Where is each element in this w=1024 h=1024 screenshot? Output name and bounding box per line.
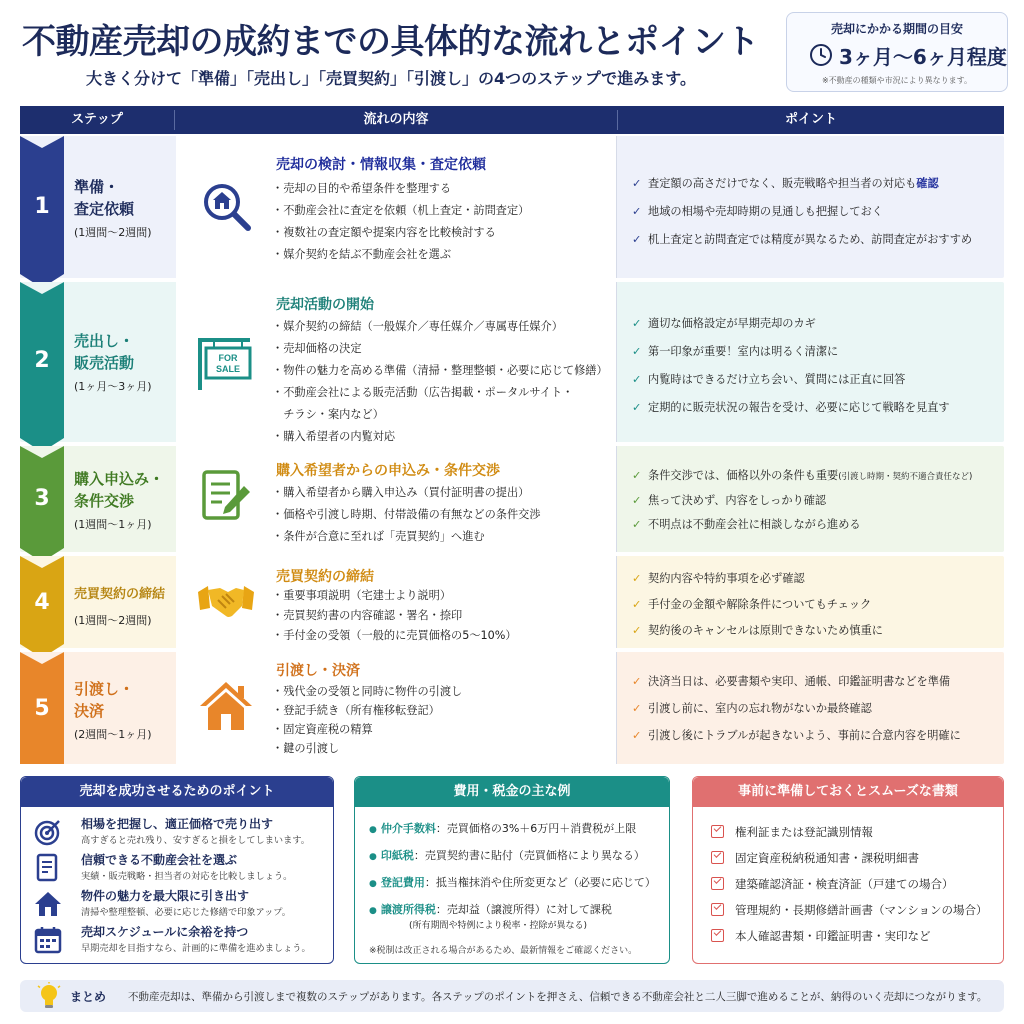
table-header <box>20 106 1004 134</box>
point-item: ✓ 机上査定と訪問査定では精度が異なるため、訪問査定がおすすめ <box>632 226 972 254</box>
step-name: 購入申込み・ 条件交渉 <box>74 470 165 510</box>
cost-item: ● 譲渡所得税：売却益（譲渡所得）に対して課税 <box>369 903 612 916</box>
documents-box <box>692 776 1004 964</box>
calendar-icon <box>33 925 63 955</box>
content-list <box>272 316 608 448</box>
check-icon: ✓ <box>632 177 642 190</box>
content-title: 売却の検討・情報収集・査定依頼 <box>276 157 486 173</box>
check-icon: ✓ <box>632 345 642 358</box>
tip-desc: 早期売却を目指すなら、計画的に準備を進めましょう。 <box>81 943 311 954</box>
content-list <box>272 586 517 646</box>
point-item: ✓ 内覧時はできるだけ立ち会い、質問には正直に回答 <box>632 366 950 394</box>
target-icon <box>33 817 63 847</box>
cost-item: ● 仲介手数料：売買価格の3%＋6万円＋消費税が上限 <box>369 822 637 835</box>
check-icon: ✓ <box>632 702 642 715</box>
checkbox-icon <box>711 929 724 942</box>
step-name: 準備・ 査定依頼 <box>74 178 135 218</box>
step-5 <box>20 652 1004 764</box>
tip-desc: 高すぎると売れ残り、安すぎると損をしてしまいます。 <box>81 835 310 846</box>
list-item: ・ 不動産会社による販売活動（広告掲載・ポータルサイト・ <box>272 382 608 404</box>
point-list <box>632 170 972 254</box>
step-1 <box>20 136 1004 278</box>
check-icon: ✓ <box>632 233 642 246</box>
list-item: ・ 物件の魅力を高める準備（清掃・整理整頓・必要に応じて修繕） <box>272 360 608 382</box>
step-content <box>176 652 616 764</box>
check-icon: ✓ <box>632 469 642 482</box>
check-icon: ✓ <box>632 624 642 637</box>
col-head-point: ポイント <box>784 112 837 127</box>
list-item: ・ 購入希望者から購入申込み（買付証明書の提出） <box>272 482 541 504</box>
point-list <box>632 668 961 749</box>
col-head-step: ステップ <box>71 112 123 127</box>
step-duration: (1週間〜2週間) <box>74 226 152 239</box>
content-title: 売却活動の開始 <box>276 297 374 313</box>
svg-text:SALE: SALE <box>215 364 241 374</box>
point-item: ✓ 条件交渉では、価格以外の条件も重要(引渡し時期・契約不適合責任など) <box>632 464 972 489</box>
page-title: 不動産売却の成約までの具体的な流れとポイント <box>22 22 759 62</box>
point-item: ✓ 第一印象が重要！室内は明るく清潔に <box>632 338 950 366</box>
list-item: チラシ・案内など） <box>283 408 384 421</box>
step-name: 引渡し・ 決済 <box>74 680 135 720</box>
content-title: 売買契約の締結 <box>276 569 374 585</box>
handshake-icon <box>196 570 256 630</box>
cost-item: ● 印紙税：売買契約書に貼付（売買価格により異なる） <box>369 849 645 862</box>
list-item: ・ 複数社の査定額や提案内容を比較検討する <box>272 222 529 244</box>
col-head-content: 流れの内容 <box>363 112 429 127</box>
check-icon: ✓ <box>632 729 642 742</box>
step-points <box>618 652 1004 764</box>
content-list <box>272 178 529 266</box>
content-title: 購入希望者からの申込み・条件交渉 <box>276 463 500 479</box>
header <box>0 0 1024 104</box>
step-content <box>176 136 616 278</box>
step-name: 売買契約の締結 <box>74 587 166 602</box>
check-icon: ✓ <box>632 572 642 585</box>
period-label: 売却にかかる期間の目安 <box>830 22 963 36</box>
period-box <box>786 12 1008 92</box>
tip-title: 売却スケジュールに余裕を持つ <box>81 925 249 939</box>
list-item: ・ 売買契約書の内容確認・署名・捺印 <box>272 606 517 626</box>
content-list <box>272 682 462 758</box>
summary-bar <box>20 980 1004 1012</box>
search-house-icon <box>196 176 256 236</box>
point-item: ✓ 引渡し後にトラブルが起きないよう、事前に合意内容を明確に <box>632 722 961 749</box>
step-content <box>176 282 616 442</box>
cost-item: ● 登記費用：抵当権抹消や住所変更など（必要に応じて） <box>369 876 656 889</box>
step-points <box>618 136 1004 278</box>
point-item: ✓ 手付金の金額や解除条件についてもチェック <box>632 592 883 618</box>
list-item: ・ 重要事項説明（宅建士より説明） <box>272 586 517 606</box>
step-duration: (1ヶ月〜3ヶ月) <box>74 380 152 393</box>
point-item: ✓ 焦って決めず、内容をしっかり確認 <box>632 489 972 513</box>
list-item: ・ 媒介契約を結ぶ不動産会社を選ぶ <box>272 244 529 266</box>
step-number: 4 <box>34 590 50 615</box>
step-3 <box>20 446 1004 552</box>
checkbox-icon <box>711 877 724 890</box>
document-item: 建築確認済証・検査済証（戸建ての場合） <box>711 871 987 897</box>
checkbox-icon <box>711 851 724 864</box>
page-subtitle: 大きく分けて「準備」「売出し」「売買契約」「引渡し」の4つのステップで進みます。 <box>86 69 697 88</box>
step-points <box>618 446 1004 552</box>
house-small-icon <box>33 889 63 919</box>
list-item: ・ 購入希望者の内覧対応 <box>272 426 608 448</box>
tip-title: 物件の魅力を最大限に引き出す <box>81 889 250 903</box>
list-item: ・ 固定資産税の精算 <box>272 720 462 739</box>
list-item: ・ 条件が合意に至れば「売買契約」へ進む <box>272 526 541 548</box>
list-item: ・ 価格や引渡し時期、付帯設備の有無などの条件交渉 <box>272 504 541 526</box>
step-content <box>176 556 616 648</box>
check-icon: ✓ <box>632 598 642 611</box>
checkbox-icon <box>711 825 724 838</box>
point-item: ✓ 引渡し前に、室内の忘れ物がないか最終確認 <box>632 695 961 722</box>
period-note: ※不動産の種類や市況により異なります。 <box>821 76 973 85</box>
checkbox-icon <box>711 903 724 916</box>
list-item: ・ 売却価格の決定 <box>272 338 608 360</box>
cost-subnote: (所有期間や特例により税率・控除が異なる) <box>409 921 588 931</box>
tip-desc: 実績・販売戦略・担当者の対応を比較しましょう。 <box>81 871 293 882</box>
document-pen-icon <box>196 466 256 526</box>
check-icon: ✓ <box>632 401 642 414</box>
summary-label: まとめ <box>70 990 107 1004</box>
check-icon: ✓ <box>632 494 642 507</box>
list-item: ・ 手付金の受領（一般的に売買価格の5〜10%） <box>272 626 517 646</box>
step-4 <box>20 556 1004 648</box>
check-icon: ✓ <box>632 675 642 688</box>
tip-title: 相場を把握し、適正価格で売り出す <box>81 817 274 831</box>
cost-note: ※税制は改正される場合があるため、最新情報をご確認ください。 <box>369 946 638 956</box>
tips-heading: 売却を成功させるためのポイント <box>21 777 333 807</box>
document-icon <box>33 853 63 883</box>
step-number: 5 <box>34 696 50 721</box>
point-item: ✓ 契約後のキャンセルは原則できないため慎重に <box>632 618 883 644</box>
list-item: ・ 媒介契約の締結（一般媒介／専任媒介／専属専任媒介） <box>272 316 608 338</box>
point-item: ✓ 不明点は不動産会社に相談しながら進める <box>632 513 972 537</box>
step-number: 3 <box>34 486 50 511</box>
step-duration: (2週間〜1ヶ月) <box>74 728 152 741</box>
tip-title: 信頼できる不動産会社を選ぶ <box>81 853 238 867</box>
document-item: 管理規約・長期修繕計画書（マンションの場合） <box>711 897 987 923</box>
document-list <box>711 819 987 949</box>
step-2 <box>20 282 1004 442</box>
point-item: ✓ 定期的に販売状況の報告を受け、必要に応じて戦略を見直す <box>632 394 950 422</box>
list-item: ・ 不動産会社に査定を依頼（机上査定・訪問査定） <box>272 200 529 222</box>
costs-box <box>354 776 670 964</box>
list-item: ・ 登記手続き（所有権移転登記） <box>272 701 462 720</box>
cost-list <box>369 819 656 939</box>
point-item: ✓ 適切な価格設定が早期売却のカギ <box>632 310 950 338</box>
point-item: ✓ 契約内容や特約事項を必ず確認 <box>632 566 883 592</box>
check-icon: ✓ <box>632 317 642 330</box>
check-icon: ✓ <box>632 373 642 386</box>
documents-heading: 事前に準備しておくとスムーズな書類 <box>693 777 1003 807</box>
costs-heading: 費用・税金の主な例 <box>355 777 669 807</box>
document-item: 権利証または登記識別情報 <box>711 819 987 845</box>
point-list <box>632 566 883 644</box>
content-list <box>272 482 541 548</box>
tips-box <box>20 776 334 964</box>
step-duration: (1週間〜1ヶ月) <box>74 518 152 531</box>
step-points <box>618 556 1004 648</box>
step-points <box>618 282 1004 442</box>
svg-text:FOR: FOR <box>218 353 238 363</box>
document-item: 本人確認書類・印鑑証明書・実印など <box>711 923 987 949</box>
point-item: ✓ 査定額の高さだけでなく、販売戦略や担当者の対応も確認 <box>632 170 972 198</box>
step-duration: (1週間〜2週間) <box>74 614 152 627</box>
clock-icon <box>809 43 833 67</box>
point-item: ✓ 地域の相場や売却時期の見通しも把握しておく <box>632 198 972 226</box>
point-list <box>632 464 972 537</box>
check-icon: ✓ <box>632 518 642 531</box>
summary-text: 不動産売却は、準備から引渡しまで複数のステップがあります。各ステップのポイントを押さえ、信頼できる不動産会社と二人三脚で進めることが、納得のいく売却につながります。 <box>128 991 988 1003</box>
house-icon <box>196 676 256 736</box>
step-number: 1 <box>34 194 50 219</box>
step-content <box>176 446 616 552</box>
lightbulb-icon <box>36 982 62 1010</box>
period-value: 3ヶ月〜6ヶ月程度 <box>839 45 1007 69</box>
document-item: 固定資産税納税通知書・課税明細書 <box>711 845 987 871</box>
list-item: ・ 残代金の受領と同時に物件の引渡し <box>272 682 462 701</box>
content-title: 引渡し・決済 <box>276 663 360 679</box>
step-name: 売出し・ 販売活動 <box>74 332 135 372</box>
check-icon: ✓ <box>632 205 642 218</box>
tip-desc: 清掃や整理整頓、必要に応じた修繕で印象アップ。 <box>81 907 291 918</box>
list-item: ・ 鍵の引渡し <box>272 739 462 758</box>
point-item: ✓ 決済当日は、必要書類や実印、通帳、印鑑証明書などを準備 <box>632 668 961 695</box>
step-number: 2 <box>34 348 50 373</box>
list-item: ・ 売却の目的や希望条件を整理する <box>272 178 529 200</box>
point-list <box>632 310 950 422</box>
for-sale-sign-icon <box>196 332 256 392</box>
